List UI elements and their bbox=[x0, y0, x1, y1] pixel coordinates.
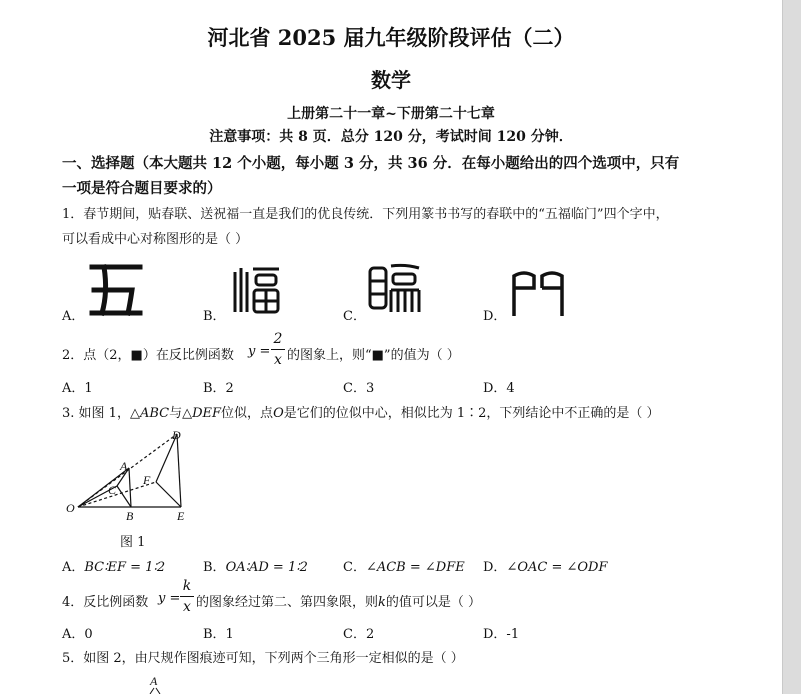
q3-figure-point-c: C bbox=[108, 483, 117, 497]
q3-figure-point-o: O bbox=[66, 501, 75, 515]
q2-option-d: D．4 bbox=[483, 381, 515, 396]
q5-line1: 5．如图 2，由尺规作图痕迹可知，下列两个三角形一定相似的是（ ） bbox=[62, 651, 464, 666]
q3-option-a: A．BC∶EF = 1∶2 bbox=[62, 560, 166, 575]
q1-line1: 1．春节期间，贴春联、送祝福一直是我们的优良传统．下列用篆书书写的春联中的“五福临门”四个字中， bbox=[62, 207, 669, 222]
q3-figure-point-e: E bbox=[177, 509, 185, 523]
q4-option-c: C．2 bbox=[343, 627, 375, 642]
q4-fraction-denominator: x bbox=[183, 599, 191, 615]
q4-prefix: 4．反比例函数 bbox=[62, 595, 149, 610]
q3-text-c: 位似，点 bbox=[221, 406, 274, 421]
q3-option-d: D．∠OAC = ∠ODF bbox=[483, 560, 608, 575]
q1-option-b: B． bbox=[203, 309, 226, 324]
exam-notice: 注意事项：共 8 页．总分 120 分，考试时间 120 分钟． bbox=[209, 129, 573, 145]
q3-triangle-abc: △ABC bbox=[129, 406, 170, 421]
q3-text-d: 是它们的位似中心，相似比为 1∶2，下列结论中不正确的是（ ） bbox=[283, 406, 660, 421]
q1-option-d: D． bbox=[483, 309, 507, 324]
q2-option-c: C．3 bbox=[343, 381, 375, 396]
q5-figure-partial bbox=[140, 672, 180, 694]
q2-option-b: B．2 bbox=[203, 381, 234, 396]
seal-wu-icon bbox=[86, 262, 146, 318]
section1-heading-line1: 一、选择题（本大题共 12 个小题，每小题 3 分，共 36 分．在每小题给出的四个选项中，只有 bbox=[62, 155, 680, 172]
q3-homothety-figure bbox=[64, 424, 200, 524]
q2-func-lhs: y = bbox=[248, 344, 271, 359]
q4-option-d: D．-1 bbox=[483, 627, 520, 642]
seal-lin-icon bbox=[367, 262, 423, 316]
q4-fraction-numerator: k bbox=[182, 578, 192, 594]
q3-text-a: 3. 如图 1， bbox=[62, 406, 130, 421]
section1-heading-line2: 一项是符合题目要求的） bbox=[62, 180, 222, 197]
q1-option-a: A． bbox=[62, 309, 85, 324]
q1-line2: 可以看成中心对称图形的是（ ） bbox=[62, 232, 249, 247]
q2-fraction-bar bbox=[271, 349, 285, 350]
q4-option-a: A．0 bbox=[62, 627, 93, 642]
q4-func-lhs: y = bbox=[158, 591, 181, 606]
exam-title: 河北省 2025 届九年级阶段评估（二） bbox=[207, 25, 575, 50]
q3-text-b: 与 bbox=[169, 406, 183, 421]
q2-fraction-denominator: x bbox=[274, 352, 282, 368]
q3-triangle-def: △DEF bbox=[182, 406, 222, 421]
exam-subject: 数学 bbox=[371, 68, 411, 92]
q3-point-o: O bbox=[273, 406, 284, 421]
exam-scope: 上册第二十一章~下册第二十七章 bbox=[287, 106, 495, 122]
q3-figure-caption: 图 1 bbox=[120, 535, 146, 550]
q3-figure-point-f: F bbox=[143, 473, 151, 487]
q3-figure-point-b: B bbox=[126, 509, 134, 523]
q4-option-b: B．1 bbox=[203, 627, 234, 642]
q3-option-b: B．OA∶AD = 1∶2 bbox=[203, 560, 308, 575]
q3-option-c: C．∠ACB = ∠DFE bbox=[343, 560, 465, 575]
q2-fraction-numerator: 2 bbox=[273, 331, 283, 347]
q4-text-line: 的图象经过第二、第四象限，则k的值可以是（ ） bbox=[196, 595, 482, 610]
q5-figure-point-a: A bbox=[150, 674, 158, 688]
q3-figure-point-d: D bbox=[172, 428, 181, 442]
q2-option-a: A．1 bbox=[62, 381, 93, 396]
q3-text-line bbox=[62, 402, 660, 421]
q4-fraction-bar bbox=[180, 596, 194, 597]
vertical-scrollbar[interactable] bbox=[782, 0, 801, 694]
q3-figure-point-a: A bbox=[120, 459, 128, 473]
q4-var-k: k bbox=[378, 595, 386, 610]
seal-fu-icon bbox=[231, 264, 283, 316]
seal-men-icon bbox=[510, 268, 566, 318]
q2-suffix: 的图象上，则“■”的值为（ ） bbox=[287, 348, 460, 363]
q2-prefix: 2．点（2，■）在反比例函数 bbox=[62, 348, 234, 363]
q1-option-c: C． bbox=[343, 309, 366, 324]
